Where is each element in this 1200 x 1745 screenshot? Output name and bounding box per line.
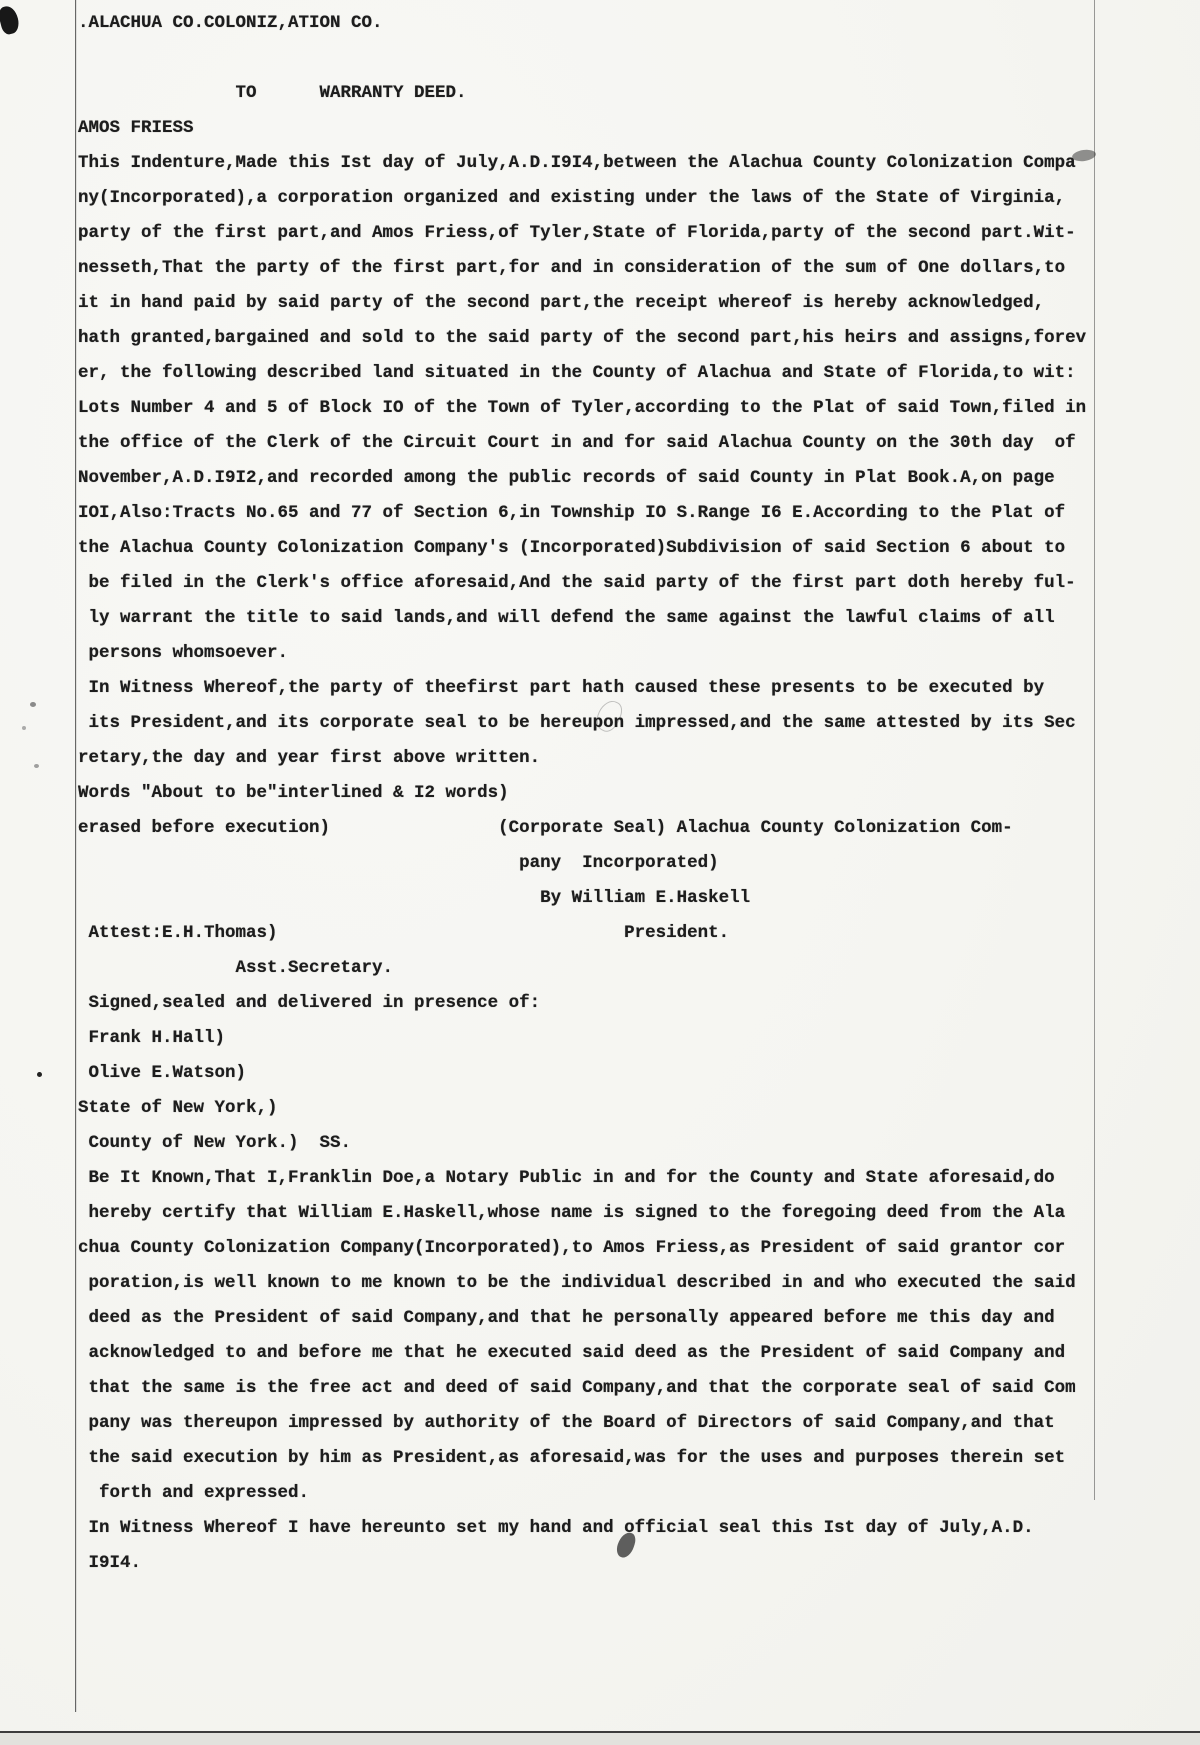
document-line bbox=[78, 41, 1200, 76]
document-line: the said execution by him as President,as aforesaid,was for the uses and purposes therein set bbox=[78, 1448, 1066, 1468]
document-line: ny(Incorporated),a corporation organized and existing under the laws of the State of Virginia, bbox=[78, 188, 1066, 208]
document-line: nesseth,That the party of the first part,for and in consideration of the sum of One dollars,to bbox=[78, 258, 1066, 278]
document-line: acknowledged to and before me that he executed said deed as the President of said Company and bbox=[78, 1343, 1066, 1363]
document-line: retary,the day and year first above written. bbox=[78, 748, 541, 768]
document-line: be filed in the Clerk's office aforesaid,And the said party of the first part doth hereby ful- bbox=[78, 573, 1076, 593]
document-line: persons whomsoever. bbox=[78, 643, 289, 663]
document-line: November,A.D.I9I2,and recorded among the public records of said County in Plat Book.A,on page bbox=[78, 468, 1055, 488]
document-line: Asst.Secretary. bbox=[78, 958, 394, 978]
document-line: Attest:E.H.Thomas) President. bbox=[78, 923, 730, 943]
document-line: In Witness Whereof I have hereunto set my hand and official seal this Ist day of July,A.D. bbox=[78, 1518, 1034, 1538]
document-line: it in hand paid by said party of the second part,the receipt whereof is hereby acknowledged, bbox=[78, 293, 1045, 313]
document-line: Olive E.Watson) bbox=[78, 1063, 247, 1083]
document-line: deed as the President of said Company,and that he personally appeared before me this day and bbox=[78, 1308, 1055, 1328]
ink-speck bbox=[30, 702, 36, 707]
document-line: By William E.Haskell bbox=[78, 888, 751, 908]
document-line: AMOS FRIESS bbox=[78, 118, 194, 138]
document-line: This Indenture,Made this Ist day of July,A.D.I9I4,between the Alachua County Colonization Compa bbox=[78, 153, 1076, 173]
document-line: forth and expressed. bbox=[78, 1483, 310, 1503]
document-line: poration,is well known to me known to be the individual described in and who executed the said bbox=[78, 1273, 1076, 1293]
document-line: IOI,Also:Tracts No.65 and 77 of Section 6,in Township IO S.Range I6 E.According to the Plat of bbox=[78, 503, 1066, 523]
document-line: er, the following described land situated in the County of Alachua and State of Florida,to wit: bbox=[78, 363, 1076, 383]
ink-smudge-corner bbox=[0, 4, 21, 36]
document-line: TO WARRANTY DEED. bbox=[78, 83, 467, 103]
left-margin-rule bbox=[75, 0, 76, 1712]
document-line: Words "About to be"interlined & I2 words) bbox=[78, 783, 509, 803]
document-line: Frank H.Hall) bbox=[78, 1028, 226, 1048]
document-line: party of the first part,and Amos Friess,of Tyler,State of Florida,party of the second part.Wit- bbox=[78, 223, 1076, 243]
ink-speck bbox=[22, 726, 26, 730]
ink-speck bbox=[34, 764, 39, 768]
document-text bbox=[78, 6, 1200, 1581]
bottom-scan-band bbox=[0, 1733, 1200, 1745]
document-line: County of New York.) SS. bbox=[78, 1133, 352, 1153]
document-line: chua County Colonization Company(Incorporated),to Amos Friess,as President of said grantor cor bbox=[78, 1238, 1066, 1258]
document-line: In Witness Whereof,the party of theefirst part hath caused these presents to be executed by bbox=[78, 678, 1045, 698]
margin-dot bbox=[37, 1072, 42, 1077]
document-line: hath granted,bargained and sold to the said party of the second part,his heirs and assigns,forev bbox=[78, 328, 1087, 348]
document-line: Lots Number 4 and 5 of Block IO of the Town of Tyler,according to the Plat of said Town,filed in bbox=[78, 398, 1087, 418]
document-line: Be It Known,That I,Franklin Doe,a Notary Public in and for the County and State aforesaid,do bbox=[78, 1168, 1055, 1188]
document-line: the Alachua County Colonization Company's (Incorporated)Subdivision of said Section 6 about to bbox=[78, 538, 1066, 558]
document-line: pany Incorporated) bbox=[78, 853, 719, 873]
document-line: that the same is the free act and deed of said Company,and that the corporate seal of said Com bbox=[78, 1378, 1076, 1398]
document-line: its President,and its corporate seal to be hereupon impressed,and the same attested by its Sec bbox=[78, 713, 1076, 733]
document-line: .ALACHUA CO.COLONIZ,ATION CO. bbox=[78, 13, 383, 33]
document-line: ly warrant the title to said lands,and will defend the same against the lawful claims of all bbox=[78, 608, 1055, 628]
document-line: State of New York,) bbox=[78, 1098, 278, 1118]
document-line: hereby certify that William E.Haskell,whose name is signed to the foregoing deed from the Ala bbox=[78, 1203, 1066, 1223]
document-line: pany was thereupon impressed by authority of the Board of Directors of said Company,and that bbox=[78, 1413, 1055, 1433]
document-line: Signed,sealed and delivered in presence of: bbox=[78, 993, 541, 1013]
document-line: erased before execution) (Corporate Seal) Alachua County Colonization Com- bbox=[78, 818, 1013, 838]
document-line: the office of the Clerk of the Circuit Court in and for said Alachua County on the 30th day of bbox=[78, 433, 1076, 453]
document-line: I9I4. bbox=[78, 1553, 142, 1573]
